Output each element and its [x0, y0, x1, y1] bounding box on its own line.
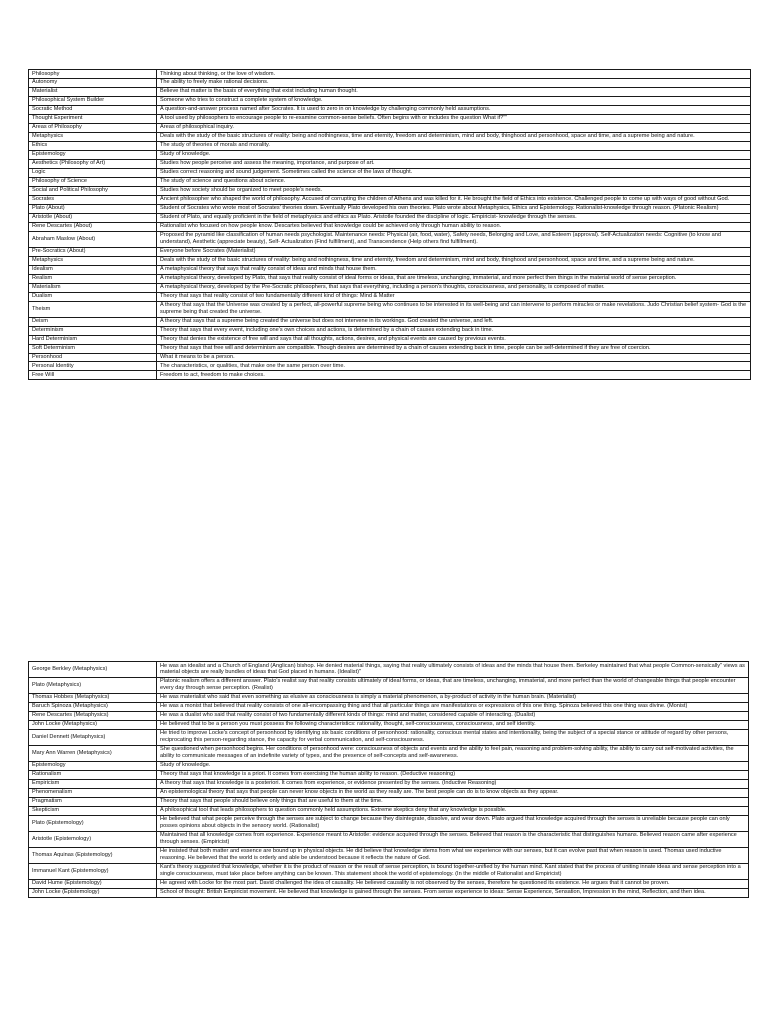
- table-row: [29, 141, 751, 150]
- definition-cell: Maintained that all knowledge comes from experience. Experience meant to Aristotle: evidence acquired through the senses. Believed that reason is the characteristic that distinguishes humans. Believed reason came after experience through senses. (Empiricist): [157, 831, 749, 847]
- table-row: [29, 70, 751, 79]
- table-row: [29, 96, 751, 105]
- definition-cell: Theory that says that reality consist of two fundamentally different kind of things: Mind & Matter: [157, 292, 751, 301]
- definition-cell: Someone who tries to construct a complete system of knowledge.: [157, 96, 751, 105]
- table-row: [29, 317, 751, 326]
- table-row: [29, 186, 751, 195]
- table-row: [29, 177, 751, 186]
- table-row: [29, 326, 751, 335]
- definition-cell: The study of science and questions about science.: [157, 177, 751, 186]
- table-row: [29, 247, 751, 256]
- term-cell: George Berkley (Metaphysics): [29, 662, 157, 678]
- term-cell: Thomas Hobbes (Metaphysics): [29, 693, 157, 702]
- definition-cell: Theory that says that every event, including one's own choices and actions, is determined by a chain of causes extending back in time.: [157, 326, 751, 335]
- definition-cell: Theory that says that free will and determinism are compatible. Though desires are determined by a chain of causes extending back in time, people can be self-determined if they are free of coercion.: [157, 344, 751, 353]
- glossary-table-top: [28, 69, 751, 380]
- table-row: [29, 222, 751, 231]
- table-row: [29, 770, 749, 779]
- table-row: [29, 677, 749, 693]
- definition-cell: Ancient philosopher who shaped the world of philosophy. Accused of corrupting the children of Athens and was killed for it. He brought the field of Ethics into existence. Challenged people to come up with ways of good without God.: [157, 195, 751, 204]
- term-cell: John Locke (Epistemology): [29, 888, 157, 897]
- definition-cell: He was a monist that believed that reality consists of one all-encompassing thing and that all particular things are manifestations or expressions of this one thing. Spinoza believed this one thing was divine. (Monist): [157, 702, 749, 711]
- term-cell: Epistemology: [29, 150, 157, 159]
- table-row: [29, 114, 751, 123]
- definition-cell: The ability to freely make rational decisions.: [157, 78, 751, 87]
- definition-cell: What it means to be a person.: [157, 353, 751, 362]
- term-cell: Skepticism: [29, 806, 157, 815]
- term-cell: Philosophical System Builder: [29, 96, 157, 105]
- definition-cell: The study of theories of morals and morality.: [157, 141, 751, 150]
- definition-cell: He believed that what people perceive through the senses are subject to change because they disintegrate, dissolve, and wear down. Plato argued that knowledge acquired through the senses is unreliable because people can only posses opinions about objects in the sensory world. (Rationalist): [157, 815, 749, 831]
- definition-cell: School of thought: British Empiricist movement. He believed that knowledge is gained through the senses. From sense experience to ideas: Sense Experience, Sensation, Impression in the mind, Reflection, and then idea.: [157, 888, 749, 897]
- table-row: [29, 745, 749, 761]
- table-row: [29, 150, 751, 159]
- definition-cell: A metaphysical theory that says that reality consist of ideas and minds that house them.: [157, 265, 751, 274]
- definition-cell: Theory that says that people should believe only things that are useful to them at the time.: [157, 797, 749, 806]
- table-row: [29, 344, 751, 353]
- term-cell: Social and Political Philosophy: [29, 186, 157, 195]
- term-cell: Rene Descartes (About): [29, 222, 157, 231]
- definition-cell: He agreed with Locke for the most part. David challenged the idea of causality. He believed causality is not observed by the senses, therefore he questioned its existence. He argues that it cannot be proven.: [157, 879, 749, 888]
- definition-cell: He tried to improve Locke's concept of personhood by identifying six basic conditions of personhood: rationality, conscious mental states and intentionality, being the subject of a special stance or attitude of regard by other persons, reciprocating this person-regarding stance, the capacity for verbal communication, and self-consciousness.: [157, 729, 749, 745]
- definition-cell: Deals with the study of the basic structures of reality: being and nothingness, time and eternity, freedom and determinism, mind and body, thinghood and personhood, space and time, and a supreme being and nature.: [157, 132, 751, 141]
- term-cell: Rationalism: [29, 770, 157, 779]
- term-cell: John Locke (Metaphysics): [29, 720, 157, 729]
- table-row: [29, 204, 751, 213]
- term-cell: Aristotle (About): [29, 213, 157, 222]
- term-cell: Personal Identity: [29, 362, 157, 371]
- term-cell: Daniel Dennett (Metaphysics): [29, 729, 157, 745]
- term-cell: Realism: [29, 274, 157, 283]
- definition-cell: A metaphysical theory, developed by the Pre-Socratic philosophers, that says that everything, including a person's thoughts, consciousness, and personality, is composed of matter.: [157, 283, 751, 292]
- term-cell: Deism: [29, 317, 157, 326]
- table-row: [29, 301, 751, 317]
- definition-cell: Thinking about thinking, or the love of wisdom.: [157, 70, 751, 79]
- definition-cell: The characteristics, or qualities, that make one the same person over time.: [157, 362, 751, 371]
- definition-cell: Kant's theory suggested that knowledge, whether it is the product of reason or the result of sense perception, is bound together-unified by the human mind. Kant stated that the process of uniting innate ideas and sense perception into a single consciousness, must take place before anything can be known. This statement shook the world of epistemology. (In the middle of Rationalist and Empiricist): [157, 863, 749, 879]
- term-cell: Abraham Maslow (About): [29, 231, 157, 247]
- term-cell: Materialist: [29, 87, 157, 96]
- term-cell: Theism: [29, 301, 157, 317]
- term-cell: Metaphysics: [29, 132, 157, 141]
- definition-cell: Freedom to act, freedom to make choices.: [157, 371, 751, 380]
- table-row: [29, 78, 751, 87]
- definition-cell: Theory that says that knowledge is a priori. It comes from exercising the human ability to reason. (Deductive reasoning): [157, 770, 749, 779]
- glossary-table-bottom: [28, 661, 749, 898]
- definition-cell: He was an idealist and a Church of England (Anglican) bishop. He denied material things, saying that reality ultimately consists of ideas and the minds that house them. Berkeley maintained that what people Common-sensically" views as material objects are really bundles of ideas that God placed in humans. (Idealist)": [157, 662, 749, 678]
- term-cell: David Hume (Epistemology): [29, 879, 157, 888]
- term-cell: Philosophy: [29, 70, 157, 79]
- table-row: [29, 797, 749, 806]
- table-row: [29, 123, 751, 132]
- table-row: [29, 168, 751, 177]
- term-cell: Pre-Socratics (About): [29, 247, 157, 256]
- term-cell: Plato (About): [29, 204, 157, 213]
- table-row: [29, 879, 749, 888]
- term-cell: Aesthetics (Philosophy of Art): [29, 159, 157, 168]
- definition-cell: A tool used by philosophers to encourage people to re-examine common-sense beliefs. Often begins with or includes the question What if?"": [157, 114, 751, 123]
- term-cell: Areas of Philosophy: [29, 123, 157, 132]
- table-row: [29, 779, 749, 788]
- table-row: [29, 711, 749, 720]
- term-cell: Ethics: [29, 141, 157, 150]
- term-cell: Metaphysics: [29, 256, 157, 265]
- term-cell: Personhood: [29, 353, 157, 362]
- glossary-table-bottom-body: [29, 662, 749, 898]
- table-row: [29, 831, 749, 847]
- table-row: [29, 132, 751, 141]
- table-row: [29, 761, 749, 770]
- term-cell: Socratic Method: [29, 105, 157, 114]
- definition-cell: A theory that says that the Universe was created by a perfect, all-powerful supreme being who continues to be interested in its well-being and can intervene to perform miracles or make revelations. Judo Christian belief system- God is the supreme being that created the universe.: [157, 301, 751, 317]
- table-row: [29, 729, 749, 745]
- table-row: [29, 105, 751, 114]
- term-cell: Materialism: [29, 283, 157, 292]
- definition-cell: Proposed the pyramid like classification of human needs psychologist. Maintenance needs: Physical (air, food, water), Safety needs, Belonging and Love, and Esteem (approval). Self-Actualization needs: Cognitive (to know and understand), Aesthetic (appreciate beauty), Self- Actualization (Find fulfillment), and Transcendence (Help others find fulfillment).: [157, 231, 751, 247]
- term-cell: Determinism: [29, 326, 157, 335]
- definition-cell: Student of Plato, and equally proficient in the field of metaphysics and ethics as Plato. Aristotle founded the discipline of logic. Empiricist- knowledge through the senses.: [157, 213, 751, 222]
- definition-cell: Student of Socrates who wrote most of Socrates' theories down. Eventually Plato developed his own theories. Plato wrote about Metaphysics, Ethics and Epistemology. Rationalist-knowledge through reason. (Platonic Realism): [157, 204, 751, 213]
- table-row: [29, 788, 749, 797]
- definition-cell: Theory that denies the existence of free will and says that all thoughts, actions, desires, and physical events are caused by previous events.: [157, 335, 751, 344]
- term-cell: Empiricism: [29, 779, 157, 788]
- definition-cell: Study of knowledge.: [157, 150, 751, 159]
- definition-cell: Platonic realism offers a different answer. Plato's realist say that reality consists ultimately of ideal forms, or ideas, that are timeless, unchanging, immaterial, and more perfect than the world of changeable things that people encounter every day through sense perception. (Realist): [157, 677, 749, 693]
- term-cell: Thomas Aquinas (Epistemology): [29, 847, 157, 863]
- definition-cell: A question-and-answer process named after Socrates. It is used to zero in on knowledge by challenging commonly held assumptions.: [157, 105, 751, 114]
- definition-cell: Believe that matter is the basis of everything that exist including human thought.: [157, 87, 751, 96]
- table-row: [29, 693, 749, 702]
- table-row: [29, 702, 749, 711]
- term-cell: Free Will: [29, 371, 157, 380]
- term-cell: Baruch Spinoza (Metaphysics): [29, 702, 157, 711]
- term-cell: Autonomy: [29, 78, 157, 87]
- definition-cell: Studies correct reasoning and sound judgement. Sometimes called the science of the laws of thought.: [157, 168, 751, 177]
- term-cell: Phenomenalism: [29, 788, 157, 797]
- table-row: [29, 274, 751, 283]
- term-cell: Aristotle (Epistemology): [29, 831, 157, 847]
- table-row: [29, 662, 749, 678]
- definition-cell: He believed that to be a person you must possess the following characteristics: rationality, thought, self-consciousness, consciousness, and self identity.: [157, 720, 749, 729]
- definition-cell: Study of knowledge.: [157, 761, 749, 770]
- definition-cell: A theory that says that a supreme being created the universe but does not intervene in its workings. God created the universe, and left.: [157, 317, 751, 326]
- definition-cell: Deals with the study of the basic structures of reality: being and nothingness, time and eternity, freedom and determinism, mind and body, thinghood and personhood, space and time, and a supreme being and nature.: [157, 256, 751, 265]
- table-row: [29, 87, 751, 96]
- table-row: [29, 362, 751, 371]
- table-row: [29, 353, 751, 362]
- table-row: [29, 335, 751, 344]
- table-row: [29, 265, 751, 274]
- term-cell: Philosophy of Science: [29, 177, 157, 186]
- table-row: [29, 159, 751, 168]
- term-cell: Idealism: [29, 265, 157, 274]
- term-cell: Logic: [29, 168, 157, 177]
- term-cell: Plato (Metaphysics): [29, 677, 157, 693]
- term-cell: Rene Descartes (Metaphysics): [29, 711, 157, 720]
- definition-cell: Studies how society should be organized to meet people's needs.: [157, 186, 751, 195]
- table-row: [29, 806, 749, 815]
- table-row: [29, 292, 751, 301]
- term-cell: Immanuel Kant (Epistemology): [29, 863, 157, 879]
- glossary-table-top-body: [29, 70, 751, 380]
- term-cell: Dualism: [29, 292, 157, 301]
- definition-cell: A philosophical tool that leads philosophers to question commonly held assumptions. Extreme skeptics deny that any knowledge is possible.: [157, 806, 749, 815]
- definition-cell: Everyone before Socrates (Materialist): [157, 247, 751, 256]
- table-row: [29, 815, 749, 831]
- table-row: [29, 256, 751, 265]
- term-cell: Pragmatism: [29, 797, 157, 806]
- definition-cell: Areas of philosophical inquiry.: [157, 123, 751, 132]
- table-row: [29, 283, 751, 292]
- definition-cell: He was materialist who said that even something as elusive as consciousness is simply a material phenomenon, a by-product of activity in the human brain. (Materialist): [157, 693, 749, 702]
- term-cell: Thought Experiment: [29, 114, 157, 123]
- definition-cell: She questioned when personhood begins. Her conditions of personhood were: consciousness of objects and events and the ability to feel pain, reasoning and problem-solving ability, the ability to carry out self-motivated activities, the ability to communicate messages of an indefinite variety of types, and the presence of self-concepts and self-awareness.: [157, 745, 749, 761]
- term-cell: Mary Ann Warren (Metaphysics): [29, 745, 157, 761]
- definition-cell: A theory that says that knowledge is a posteriori. It comes from experience, or evidence presented by the senses. (Inductive Reasoning): [157, 779, 749, 788]
- definition-cell: He insisted that both matter and essence are bound up in physical objects. He did believe that knowledge stems from what we experience with our senses, but it can evolve past that when reason is used. Thomas used inductive reasoning. He believed that the world is orderly and able be understood because it reflects the nature of God.: [157, 847, 749, 863]
- term-cell: Epistemology: [29, 761, 157, 770]
- table-row: [29, 863, 749, 879]
- table-row: [29, 847, 749, 863]
- table-row: [29, 371, 751, 380]
- term-cell: Socrates: [29, 195, 157, 204]
- table-row: [29, 231, 751, 247]
- definition-cell: A metaphysical theory, developed by Plato, that says that reality consist of ideal forms or ideas, that are timeless, unchanging, immaterial, and more perfect then things in the material world of sense perception.: [157, 274, 751, 283]
- table-row: [29, 720, 749, 729]
- definition-cell: He was a dualist who said that reality consist of two fundamentally different kinds of things: mind and matter, considered capable of interacting. (Dualist): [157, 711, 749, 720]
- definition-cell: An epistemological theory that says that people can never know objects in the world as they really are. The best people can do is to know objects as they appear.: [157, 788, 749, 797]
- definition-cell: Studies how people perceive and assess the meaning, importance, and purpose of art.: [157, 159, 751, 168]
- table-row: [29, 213, 751, 222]
- term-cell: Plato (Epistemology): [29, 815, 157, 831]
- term-cell: Soft Determinism: [29, 344, 157, 353]
- table-row: [29, 195, 751, 204]
- term-cell: Hard Determinism: [29, 335, 157, 344]
- table-row: [29, 888, 749, 897]
- definition-cell: Rationalist who focused on how people know. Descartes believed that knowledge could be achieved only through human ability to reason.: [157, 222, 751, 231]
